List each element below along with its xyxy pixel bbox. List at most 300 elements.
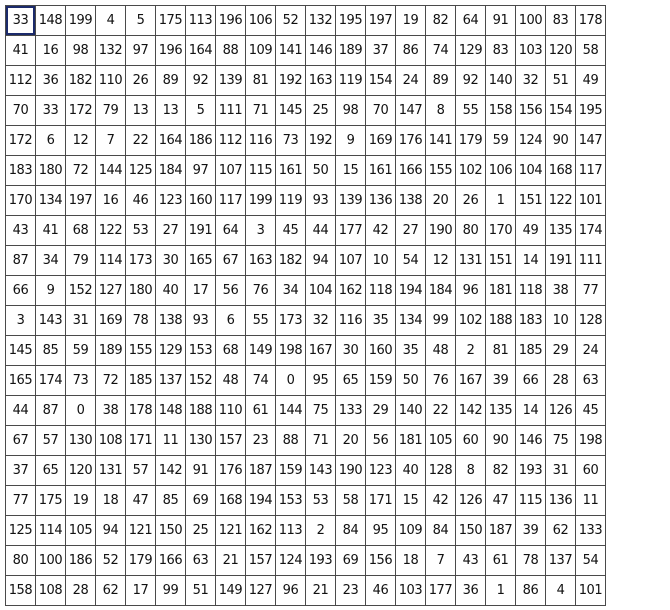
grid-cell[interactable]: 40 xyxy=(396,456,426,486)
grid-cell[interactable]: 1 xyxy=(486,186,516,216)
grid-cell[interactable]: 194 xyxy=(246,486,276,516)
grid-cell[interactable]: 95 xyxy=(306,366,336,396)
grid-cell[interactable]: 83 xyxy=(486,36,516,66)
grid-cell[interactable]: 2 xyxy=(306,516,336,546)
grid-cell[interactable]: 165 xyxy=(6,366,36,396)
grid-cell[interactable]: 175 xyxy=(156,6,186,36)
grid-cell[interactable]: 6 xyxy=(216,306,246,336)
grid-cell[interactable]: 18 xyxy=(96,486,126,516)
grid-cell[interactable]: 128 xyxy=(576,306,606,336)
grid-cell[interactable]: 155 xyxy=(426,156,456,186)
grid-cell[interactable]: 88 xyxy=(216,36,246,66)
grid-cell[interactable]: 142 xyxy=(156,456,186,486)
grid-cell[interactable]: 196 xyxy=(216,6,246,36)
grid-cell[interactable]: 145 xyxy=(276,96,306,126)
grid-cell[interactable]: 166 xyxy=(156,546,186,576)
grid-cell[interactable]: 17 xyxy=(186,276,216,306)
grid-cell[interactable]: 147 xyxy=(576,126,606,156)
grid-cell[interactable]: 183 xyxy=(516,306,546,336)
grid-cell[interactable]: 198 xyxy=(576,426,606,456)
grid-cell[interactable]: 101 xyxy=(576,576,606,606)
grid-cell[interactable]: 52 xyxy=(96,546,126,576)
grid-cell[interactable]: 93 xyxy=(306,186,336,216)
grid-cell[interactable]: 191 xyxy=(186,216,216,246)
grid-cell[interactable]: 140 xyxy=(486,66,516,96)
grid-cell[interactable]: 9 xyxy=(336,126,366,156)
grid-cell[interactable]: 152 xyxy=(66,276,96,306)
grid-cell[interactable]: 54 xyxy=(576,546,606,576)
grid-cell[interactable]: 118 xyxy=(516,276,546,306)
grid-cell[interactable]: 73 xyxy=(66,366,96,396)
grid-cell[interactable]: 199 xyxy=(246,186,276,216)
grid-cell[interactable]: 84 xyxy=(336,516,366,546)
grid-cell[interactable]: 183 xyxy=(6,156,36,186)
grid-cell[interactable]: 125 xyxy=(6,516,36,546)
grid-cell[interactable]: 80 xyxy=(6,546,36,576)
grid-cell[interactable]: 155 xyxy=(126,336,156,366)
grid-cell[interactable]: 62 xyxy=(96,576,126,606)
grid-cell[interactable]: 186 xyxy=(66,546,96,576)
grid-cell[interactable]: 115 xyxy=(516,486,546,516)
grid-cell[interactable]: 3 xyxy=(6,306,36,336)
grid-cell[interactable]: 130 xyxy=(186,426,216,456)
grid-cell-selected[interactable]: 33 xyxy=(6,6,36,36)
grid-cell[interactable]: 105 xyxy=(66,516,96,546)
grid-cell[interactable]: 105 xyxy=(426,426,456,456)
grid-cell[interactable]: 164 xyxy=(186,36,216,66)
grid-cell[interactable]: 61 xyxy=(486,546,516,576)
grid-cell[interactable]: 56 xyxy=(216,276,246,306)
grid-cell[interactable]: 178 xyxy=(126,396,156,426)
grid-cell[interactable]: 7 xyxy=(96,126,126,156)
grid-cell[interactable]: 30 xyxy=(156,246,186,276)
grid-cell[interactable]: 149 xyxy=(246,336,276,366)
grid-cell[interactable]: 70 xyxy=(366,96,396,126)
grid-cell[interactable]: 97 xyxy=(186,156,216,186)
grid-cell[interactable]: 110 xyxy=(96,66,126,96)
grid-cell[interactable]: 121 xyxy=(216,516,246,546)
grid-cell[interactable]: 48 xyxy=(216,366,246,396)
grid-cell[interactable]: 144 xyxy=(276,396,306,426)
grid-cell[interactable]: 23 xyxy=(246,426,276,456)
grid-cell[interactable]: 139 xyxy=(336,186,366,216)
grid-cell[interactable]: 154 xyxy=(366,66,396,96)
grid-cell[interactable]: 91 xyxy=(186,456,216,486)
grid-cell[interactable]: 12 xyxy=(426,246,456,276)
grid-cell[interactable]: 81 xyxy=(486,336,516,366)
grid-cell[interactable]: 122 xyxy=(96,216,126,246)
grid-cell[interactable]: 79 xyxy=(96,96,126,126)
grid-cell[interactable]: 153 xyxy=(276,486,306,516)
grid-cell[interactable]: 89 xyxy=(156,66,186,96)
grid-cell[interactable]: 94 xyxy=(96,516,126,546)
grid-cell[interactable]: 39 xyxy=(516,516,546,546)
grid-cell[interactable]: 150 xyxy=(156,516,186,546)
grid-cell[interactable]: 25 xyxy=(306,96,336,126)
grid-cell[interactable]: 117 xyxy=(216,186,246,216)
grid-cell[interactable]: 171 xyxy=(366,486,396,516)
grid-cell[interactable]: 134 xyxy=(396,306,426,336)
grid-cell[interactable]: 174 xyxy=(36,366,66,396)
grid-cell[interactable]: 51 xyxy=(546,66,576,96)
grid-cell[interactable]: 6 xyxy=(36,126,66,156)
grid-cell[interactable]: 29 xyxy=(546,336,576,366)
grid-cell[interactable]: 101 xyxy=(576,186,606,216)
grid-cell[interactable]: 14 xyxy=(516,246,546,276)
grid-cell[interactable]: 148 xyxy=(156,396,186,426)
grid-cell[interactable]: 178 xyxy=(576,6,606,36)
grid-cell[interactable]: 161 xyxy=(366,156,396,186)
grid-cell[interactable]: 119 xyxy=(276,186,306,216)
grid-cell[interactable]: 0 xyxy=(66,396,96,426)
grid-cell[interactable]: 180 xyxy=(36,156,66,186)
grid-cell[interactable]: 107 xyxy=(336,246,366,276)
grid-cell[interactable]: 38 xyxy=(546,276,576,306)
grid-cell[interactable]: 89 xyxy=(426,66,456,96)
grid-cell[interactable]: 84 xyxy=(426,516,456,546)
grid-cell[interactable]: 81 xyxy=(246,66,276,96)
grid-cell[interactable]: 127 xyxy=(96,276,126,306)
grid-cell[interactable]: 138 xyxy=(396,186,426,216)
grid-cell[interactable]: 111 xyxy=(576,246,606,276)
grid-cell[interactable]: 195 xyxy=(336,6,366,36)
grid-cell[interactable]: 107 xyxy=(216,156,246,186)
grid-cell[interactable]: 27 xyxy=(396,216,426,246)
grid-cell[interactable]: 92 xyxy=(186,66,216,96)
grid-cell[interactable]: 137 xyxy=(546,546,576,576)
grid-cell[interactable]: 8 xyxy=(426,96,456,126)
grid-cell[interactable]: 47 xyxy=(486,486,516,516)
grid-cell[interactable]: 69 xyxy=(336,546,366,576)
grid-cell[interactable]: 147 xyxy=(396,96,426,126)
grid-cell[interactable]: 163 xyxy=(306,66,336,96)
grid-cell[interactable]: 20 xyxy=(426,186,456,216)
grid-cell[interactable]: 41 xyxy=(36,216,66,246)
grid-cell[interactable]: 142 xyxy=(456,396,486,426)
grid-cell[interactable]: 99 xyxy=(156,576,186,606)
grid-cell[interactable]: 16 xyxy=(36,36,66,66)
grid-cell[interactable]: 49 xyxy=(516,216,546,246)
grid-cell[interactable]: 85 xyxy=(156,486,186,516)
grid-cell[interactable]: 163 xyxy=(246,246,276,276)
grid-cell[interactable]: 139 xyxy=(216,66,246,96)
grid-cell[interactable]: 28 xyxy=(66,576,96,606)
grid-cell[interactable]: 32 xyxy=(306,306,336,336)
grid-cell[interactable]: 61 xyxy=(246,396,276,426)
grid-cell[interactable]: 25 xyxy=(186,516,216,546)
grid-cell[interactable]: 170 xyxy=(486,216,516,246)
grid-cell[interactable]: 88 xyxy=(276,426,306,456)
grid-cell[interactable]: 63 xyxy=(576,366,606,396)
grid-cell[interactable]: 19 xyxy=(396,6,426,36)
grid-cell[interactable]: 184 xyxy=(156,156,186,186)
grid-cell[interactable]: 190 xyxy=(336,456,366,486)
grid-cell[interactable]: 24 xyxy=(396,66,426,96)
grid-cell[interactable]: 32 xyxy=(516,66,546,96)
grid-cell[interactable]: 194 xyxy=(396,276,426,306)
grid-cell[interactable]: 137 xyxy=(156,366,186,396)
grid-cell[interactable]: 92 xyxy=(456,66,486,96)
grid-cell[interactable]: 96 xyxy=(276,576,306,606)
grid-cell[interactable]: 45 xyxy=(276,216,306,246)
grid-cell[interactable]: 17 xyxy=(126,576,156,606)
grid-cell[interactable]: 50 xyxy=(396,366,426,396)
grid-cell[interactable]: 146 xyxy=(306,36,336,66)
grid-cell[interactable]: 146 xyxy=(516,426,546,456)
grid-cell[interactable]: 7 xyxy=(426,546,456,576)
grid-cell[interactable]: 157 xyxy=(216,426,246,456)
grid-cell[interactable]: 36 xyxy=(456,576,486,606)
grid-cell[interactable]: 68 xyxy=(216,336,246,366)
grid-cell[interactable]: 57 xyxy=(126,456,156,486)
grid-cell[interactable]: 53 xyxy=(306,486,336,516)
grid-cell[interactable]: 73 xyxy=(276,126,306,156)
grid-cell[interactable]: 180 xyxy=(126,276,156,306)
grid-cell[interactable]: 10 xyxy=(366,246,396,276)
grid-cell[interactable]: 26 xyxy=(456,186,486,216)
grid-cell[interactable]: 162 xyxy=(246,516,276,546)
grid-cell[interactable]: 24 xyxy=(576,336,606,366)
grid-cell[interactable]: 63 xyxy=(186,546,216,576)
grid-cell[interactable]: 182 xyxy=(276,246,306,276)
grid-cell[interactable]: 67 xyxy=(216,246,246,276)
grid-cell[interactable]: 19 xyxy=(66,486,96,516)
grid-cell[interactable]: 86 xyxy=(396,36,426,66)
grid-cell[interactable]: 126 xyxy=(456,486,486,516)
grid-cell[interactable]: 83 xyxy=(546,6,576,36)
grid-cell[interactable]: 62 xyxy=(546,516,576,546)
grid-cell[interactable]: 145 xyxy=(6,336,36,366)
grid-cell[interactable]: 21 xyxy=(306,576,336,606)
grid-cell[interactable]: 176 xyxy=(396,126,426,156)
grid-cell[interactable]: 55 xyxy=(456,96,486,126)
grid-cell[interactable]: 192 xyxy=(306,126,336,156)
grid-cell[interactable]: 40 xyxy=(156,276,186,306)
grid-cell[interactable]: 42 xyxy=(426,486,456,516)
grid-cell[interactable]: 90 xyxy=(486,426,516,456)
grid-cell[interactable]: 113 xyxy=(186,6,216,36)
grid-cell[interactable]: 59 xyxy=(486,126,516,156)
grid-cell[interactable]: 132 xyxy=(306,6,336,36)
grid-cell[interactable]: 162 xyxy=(336,276,366,306)
grid-cell[interactable]: 168 xyxy=(546,156,576,186)
grid-cell[interactable]: 79 xyxy=(66,246,96,276)
grid-cell[interactable]: 120 xyxy=(546,36,576,66)
grid-cell[interactable]: 86 xyxy=(516,576,546,606)
grid-cell[interactable]: 165 xyxy=(186,246,216,276)
grid-cell[interactable]: 14 xyxy=(516,396,546,426)
grid-cell[interactable]: 27 xyxy=(156,216,186,246)
grid-cell[interactable]: 197 xyxy=(66,186,96,216)
grid-cell[interactable]: 109 xyxy=(246,36,276,66)
grid-cell[interactable]: 3 xyxy=(246,216,276,246)
grid-cell[interactable]: 91 xyxy=(486,6,516,36)
grid-cell[interactable]: 46 xyxy=(366,576,396,606)
grid-cell[interactable]: 75 xyxy=(306,396,336,426)
grid-cell[interactable]: 130 xyxy=(66,426,96,456)
grid-cell[interactable]: 104 xyxy=(516,156,546,186)
grid-cell[interactable]: 64 xyxy=(456,6,486,36)
grid-cell[interactable]: 18 xyxy=(396,546,426,576)
grid-cell[interactable]: 54 xyxy=(396,246,426,276)
grid-cell[interactable]: 77 xyxy=(6,486,36,516)
grid-cell[interactable]: 128 xyxy=(426,456,456,486)
grid-cell[interactable]: 192 xyxy=(276,66,306,96)
grid-cell[interactable]: 193 xyxy=(306,546,336,576)
grid-cell[interactable]: 143 xyxy=(36,306,66,336)
grid-cell[interactable]: 103 xyxy=(396,576,426,606)
grid-cell[interactable]: 65 xyxy=(336,366,366,396)
grid-cell[interactable]: 179 xyxy=(456,126,486,156)
grid-cell[interactable]: 68 xyxy=(66,216,96,246)
grid-cell[interactable]: 59 xyxy=(66,336,96,366)
grid-cell[interactable]: 43 xyxy=(6,216,36,246)
grid-cell[interactable]: 113 xyxy=(276,516,306,546)
grid-cell[interactable]: 58 xyxy=(576,36,606,66)
grid-cell[interactable]: 173 xyxy=(126,246,156,276)
grid-cell[interactable]: 16 xyxy=(96,186,126,216)
grid-cell[interactable]: 66 xyxy=(6,276,36,306)
grid-cell[interactable]: 5 xyxy=(126,6,156,36)
grid-cell[interactable]: 67 xyxy=(6,426,36,456)
grid-cell[interactable]: 125 xyxy=(126,156,156,186)
grid-cell[interactable]: 135 xyxy=(486,396,516,426)
grid-cell[interactable]: 36 xyxy=(36,66,66,96)
grid-cell[interactable]: 151 xyxy=(516,186,546,216)
grid-cell[interactable]: 60 xyxy=(576,456,606,486)
grid-cell[interactable]: 134 xyxy=(36,186,66,216)
grid-cell[interactable]: 191 xyxy=(546,246,576,276)
grid-cell[interactable]: 184 xyxy=(426,276,456,306)
grid-cell[interactable]: 100 xyxy=(516,6,546,36)
grid-cell[interactable]: 72 xyxy=(66,156,96,186)
grid-cell[interactable]: 64 xyxy=(216,216,246,246)
grid-cell[interactable]: 58 xyxy=(336,486,366,516)
grid-cell[interactable]: 103 xyxy=(516,36,546,66)
grid-cell[interactable]: 97 xyxy=(126,36,156,66)
grid-cell[interactable]: 37 xyxy=(366,36,396,66)
grid-cell[interactable]: 185 xyxy=(126,366,156,396)
grid-cell[interactable]: 123 xyxy=(366,456,396,486)
grid-cell[interactable]: 116 xyxy=(336,306,366,336)
grid-cell[interactable]: 104 xyxy=(306,276,336,306)
grid-cell[interactable]: 199 xyxy=(66,6,96,36)
grid-cell[interactable]: 42 xyxy=(366,216,396,246)
grid-cell[interactable]: 80 xyxy=(456,216,486,246)
grid-cell[interactable]: 28 xyxy=(546,366,576,396)
grid-cell[interactable]: 112 xyxy=(216,126,246,156)
grid-cell[interactable]: 55 xyxy=(246,306,276,336)
grid-cell[interactable]: 1 xyxy=(486,576,516,606)
grid-cell[interactable]: 4 xyxy=(96,6,126,36)
grid-cell[interactable]: 57 xyxy=(36,426,66,456)
grid-cell[interactable]: 110 xyxy=(216,396,246,426)
grid-cell[interactable]: 118 xyxy=(366,276,396,306)
grid-cell[interactable]: 39 xyxy=(486,366,516,396)
grid-cell[interactable]: 173 xyxy=(276,306,306,336)
grid-cell[interactable]: 35 xyxy=(366,306,396,336)
grid-cell[interactable]: 182 xyxy=(66,66,96,96)
grid-cell[interactable]: 76 xyxy=(426,366,456,396)
grid-cell[interactable]: 45 xyxy=(576,396,606,426)
grid-cell[interactable]: 26 xyxy=(126,66,156,96)
grid-cell[interactable]: 31 xyxy=(66,306,96,336)
grid-cell[interactable]: 190 xyxy=(426,216,456,246)
grid-cell[interactable]: 70 xyxy=(6,96,36,126)
grid-cell[interactable]: 94 xyxy=(306,246,336,276)
grid-cell[interactable]: 141 xyxy=(276,36,306,66)
grid-cell[interactable]: 44 xyxy=(6,396,36,426)
grid-cell[interactable]: 133 xyxy=(336,396,366,426)
grid-cell[interactable]: 121 xyxy=(126,516,156,546)
grid-cell[interactable]: 66 xyxy=(516,366,546,396)
grid-cell[interactable]: 108 xyxy=(36,576,66,606)
grid-cell[interactable]: 164 xyxy=(156,126,186,156)
grid-cell[interactable]: 136 xyxy=(366,186,396,216)
grid-cell[interactable]: 43 xyxy=(456,546,486,576)
grid-cell[interactable]: 38 xyxy=(96,396,126,426)
grid-cell[interactable]: 15 xyxy=(336,156,366,186)
grid-cell[interactable]: 187 xyxy=(246,456,276,486)
grid-cell[interactable]: 12 xyxy=(66,126,96,156)
grid-cell[interactable]: 156 xyxy=(366,546,396,576)
grid-cell[interactable]: 140 xyxy=(396,396,426,426)
grid-cell[interactable]: 117 xyxy=(576,156,606,186)
grid-cell[interactable]: 51 xyxy=(186,576,216,606)
grid-cell[interactable]: 114 xyxy=(36,516,66,546)
grid-cell[interactable]: 131 xyxy=(456,246,486,276)
grid-cell[interactable]: 197 xyxy=(366,6,396,36)
grid-cell[interactable]: 172 xyxy=(6,126,36,156)
grid-cell[interactable]: 149 xyxy=(216,576,246,606)
grid-cell[interactable]: 122 xyxy=(546,186,576,216)
grid-cell[interactable]: 112 xyxy=(6,66,36,96)
grid-cell[interactable]: 152 xyxy=(186,366,216,396)
grid-cell[interactable]: 102 xyxy=(456,306,486,336)
grid-cell[interactable]: 170 xyxy=(6,186,36,216)
grid-cell[interactable]: 9 xyxy=(36,276,66,306)
grid-cell[interactable]: 124 xyxy=(276,546,306,576)
grid-cell[interactable]: 46 xyxy=(126,186,156,216)
grid-cell[interactable]: 143 xyxy=(306,456,336,486)
grid-cell[interactable]: 127 xyxy=(246,576,276,606)
grid-cell[interactable]: 37 xyxy=(6,456,36,486)
grid-cell[interactable]: 20 xyxy=(336,426,366,456)
grid-cell[interactable]: 4 xyxy=(546,576,576,606)
grid-cell[interactable]: 78 xyxy=(126,306,156,336)
grid-cell[interactable]: 11 xyxy=(156,426,186,456)
grid-cell[interactable]: 75 xyxy=(546,426,576,456)
grid-cell[interactable]: 168 xyxy=(216,486,246,516)
grid-cell[interactable]: 176 xyxy=(216,456,246,486)
grid-cell[interactable]: 82 xyxy=(486,456,516,486)
grid-cell[interactable]: 23 xyxy=(336,576,366,606)
grid-cell[interactable]: 172 xyxy=(66,96,96,126)
grid-cell[interactable]: 188 xyxy=(186,396,216,426)
grid-cell[interactable]: 141 xyxy=(426,126,456,156)
grid-cell[interactable]: 187 xyxy=(486,516,516,546)
grid-cell[interactable]: 175 xyxy=(36,486,66,516)
grid-cell[interactable]: 161 xyxy=(276,156,306,186)
grid-cell[interactable]: 196 xyxy=(156,36,186,66)
grid-cell[interactable]: 49 xyxy=(576,66,606,96)
grid-cell[interactable]: 126 xyxy=(546,396,576,426)
grid-cell[interactable]: 131 xyxy=(96,456,126,486)
grid-cell[interactable]: 160 xyxy=(366,336,396,366)
grid-cell[interactable]: 53 xyxy=(126,216,156,246)
grid-cell[interactable]: 56 xyxy=(366,426,396,456)
grid-cell[interactable]: 8 xyxy=(456,456,486,486)
